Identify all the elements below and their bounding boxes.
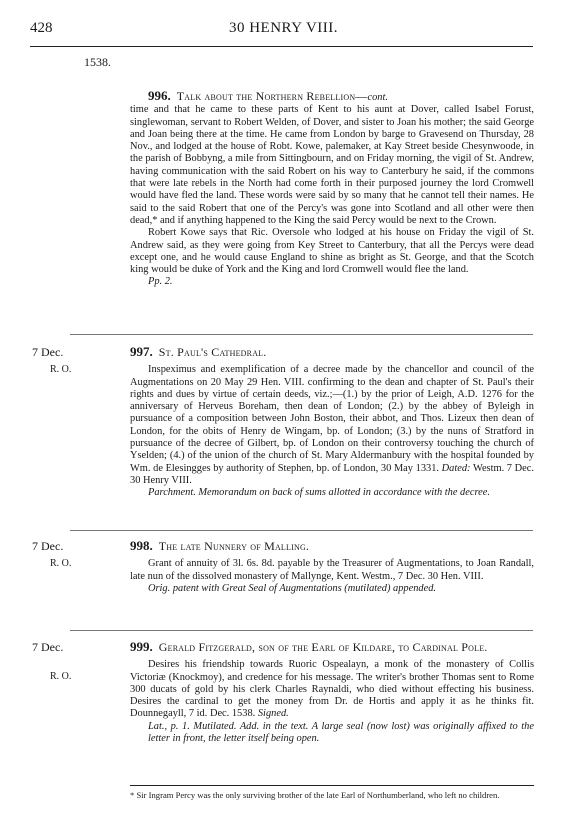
entry-number: 998. <box>130 538 153 553</box>
entry-998-heading <box>130 540 534 554</box>
entry-997-note: Parchment. Memorandum on back of sums allotted in accordance with the decree. <box>148 487 490 499</box>
entry-998-note: Orig. patent with Great Seal of Augmentations (mutilated) appended. <box>148 582 437 594</box>
header-rule <box>30 46 533 47</box>
entry-title-suffix: cont. <box>367 92 388 103</box>
margin-year: 1538. <box>84 55 111 69</box>
entry-title: Talk about the Northern Rebellion— <box>176 89 368 103</box>
entry-996-paragraph-1: time and that he came to these parts of Kent to his aunt at Dover, called Isabel Forust, singlewoman, servant to Robert Welden, of Dover, and sister to Joan his mother; the said George and Joan being there at the time. He came from London by barge to Gravesend on Thursday, 28 Nov., and lodged at the house of Robt. Kowe, palemaker, at Kay Street beside Chesynwoode, in the parish of Bobbyng, a mile from Sittingbourn, and on Friday morning, the vigil of St. Andrew, having communication with the said Robert on his way to Canterbury he said, if the commons that were late rebels in the North had come forth in their purposed journey the lord Cromwell would have fled the land. These words were said by so many that he cannot tell their names. He said to the said Robert that one of the Percy's was gone into Scotland and all other were then dead,* and if anything happened to the King the said Percy would be next to the Crown. <box>130 104 534 226</box>
entry-date: 7 Dec. <box>32 539 64 553</box>
page-header <box>30 20 537 42</box>
entry-separator <box>70 334 533 335</box>
entry-separator <box>70 530 533 531</box>
page-number: 428 <box>30 20 53 36</box>
entry-997-body: Inspeximus and exemplification of a decree made by the chancellor and council of the Augmentations on 20 May 29 Hen. VIII. confirming to the dean and chapter of St. Paul's their rights and dues by virtue of certain deeds, viz.;—(1.) by the prior of Leigh, A.D. 1276 for the anniversary of Herveus Boreham, then dean of London; (2.) by the abbey of Byleigh in pursuance of a composition between John Boston, their abbot, and Thos. Lizeux then dean of London, for the obits of Henry de Wingam, bp. of London; (3.) by the nuns of Stratford in pursuance of the decree of Gilbert, bp. of London on their controversy touching the church of Yselden; (4.) of the union of the church of St. Mary Aldermanbury with the hospital founded by Wm. de Elesingges by authority of Stephen, bp. of London, 30 May 1331. Dated: Westm. 7 Dec. 30 Henry VIII. <box>130 364 534 486</box>
entry-997-heading <box>130 346 534 360</box>
entry-997 <box>32 344 534 500</box>
entry-title: St. Paul's Cathedral. <box>158 345 267 359</box>
entry-source: R. O. <box>50 671 72 682</box>
entry-999-note: Lat., p. 1. Mutilated. Add. in the text. A large seal (now lost) was originally affixed to the letter in front, the letter itself being open. <box>148 720 534 745</box>
entry-date: 7 Dec. <box>32 345 64 359</box>
entry-source: R. O. <box>50 558 72 569</box>
entry-999 <box>32 639 534 745</box>
entry-separator <box>70 630 533 631</box>
entry-number: 999. <box>130 639 153 654</box>
entry-996-pages: Pp. 2. <box>148 276 173 288</box>
running-head: 30 HENRY VIII. <box>228 20 339 36</box>
entry-date: 7 Dec. <box>32 640 64 654</box>
entry-996 <box>130 90 534 289</box>
entry-title: Gerald Fitzgerald, son of the Earl of Kildare, to Cardinal Pole. <box>158 640 488 654</box>
entry-998-body: Grant of annuity of 3l. 6s. 8d. payable by the Treasurer of Augmentations, to Joan Randall, late nun of the dissolved monastery of Mallynge, Kent. Westm., 7 Dec. 30 Hen. VIII. <box>130 558 534 582</box>
entry-title: The late Nunnery of Malling. <box>158 539 310 553</box>
footnote: * Sir Ingram Percy was the only surviving brother of the late Earl of Northumberland, who left no children. <box>130 790 500 800</box>
footnote-rule <box>130 785 534 786</box>
entry-999-body: Desires his friendship towards Ruoric Ospealayn, a monk of the monastery of Collis Victoriæ (Knockmoy), and credence for his message. The writer's brother Thomas sent to Rome 300 ducats of gold by his clerk Charles Raynaldi, who died without effecting his business. Desires the cardinal to get the money from Dr. de Hortis and apply it as he thinks fit. Dounnegayll, 7 id. Dec. 1538. Signed. <box>130 659 534 720</box>
entry-number: 997. <box>130 344 153 359</box>
entry-996-heading <box>130 90 534 104</box>
entry-996-paragraph-2: Robert Kowe says that Ric. Oversole who lodged at his house on Friday the vigil of St. Andrew said, as they were going from Key Street to Canterbury, that all the Percys were dead except one, and he would cause England to shine as bright as St. George, and that the Scotch king would be duke of York and the King and lord Cromwell would flee the land. <box>130 227 534 276</box>
entry-source: R. O. <box>50 364 72 375</box>
entry-number: 996. <box>148 88 171 103</box>
entry-999-heading <box>130 641 534 655</box>
entry-998 <box>32 538 534 595</box>
